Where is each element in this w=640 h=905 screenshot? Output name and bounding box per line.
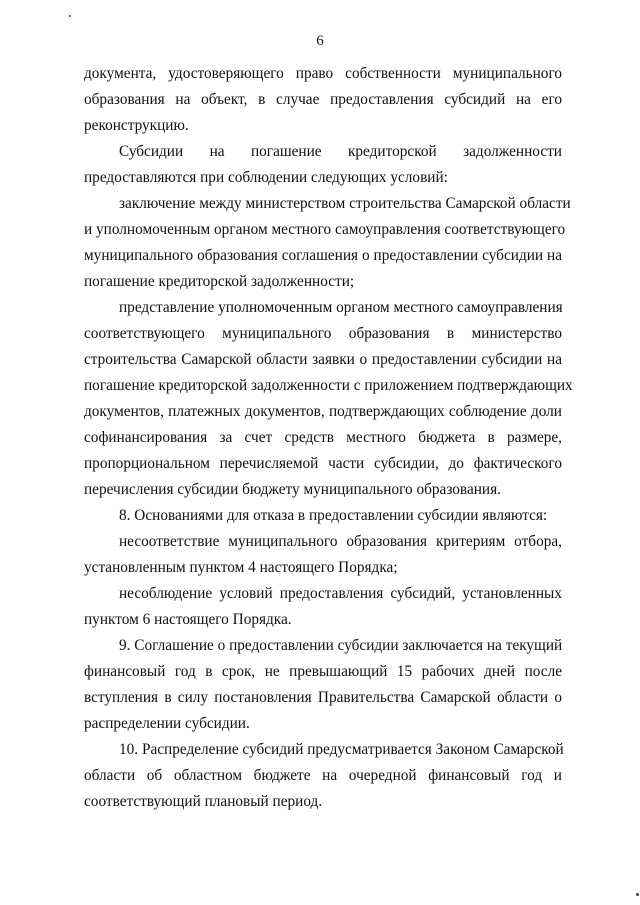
- text-line: соответствующий плановый период.: [84, 793, 323, 810]
- text-line: документов, платежных документов, подтверждающих соблюдение доли: [84, 403, 562, 420]
- text-line: заключение между министерством строительства Самарской области: [119, 195, 571, 212]
- text-line: предоставляются при соблюдении следующих условий:: [84, 169, 448, 186]
- text-line: перечисления субсидии бюджету муниципального образования.: [84, 481, 501, 498]
- scan-speck: [636, 893, 639, 896]
- text-line: муниципального образования соглашения о предоставлении субсидии на: [84, 247, 562, 264]
- text-line: реконструкцию.: [84, 117, 189, 134]
- text-line: пунктом 6 настоящего Порядка.: [84, 611, 292, 628]
- text-line: 9. Соглашение о предоставлении субсидии заключается на текущий: [119, 637, 563, 654]
- text-line: и уполномоченным органом местного самоуправления соответствующего: [84, 221, 566, 238]
- text-line: области об областном бюджете на очередной финансовый год и: [84, 767, 562, 784]
- text-line: финансовый год в срок, не превышающий 15 рабочих дней после: [84, 663, 562, 680]
- text-line: документа, удостоверяющего право собственности муниципального: [84, 65, 562, 82]
- text-line: погашение кредиторской задолженности;: [84, 273, 355, 290]
- text-line: вступления в силу постановления Правительства Самарской области о: [84, 689, 562, 706]
- text-line: образования на объект, в случае предоставления субсидий на его: [84, 91, 562, 108]
- scan-speck: [69, 15, 71, 17]
- text-line: соответствующего муниципального образования в министерство: [84, 325, 562, 342]
- text-line: Субсидии на погашение кредиторской задолженности: [119, 143, 562, 160]
- text-line: несоответствие муниципального образования критериям отбора,: [119, 533, 562, 550]
- page-number: 6: [316, 33, 324, 49]
- text-line: 10. Распределение субсидий предусматривается Законом Самарской: [119, 741, 564, 758]
- text-line: 8. Основаниями для отказа в предоставлении субсидии являются:: [119, 507, 548, 524]
- text-line: софинансирования за счет средств местного бюджета в размере,: [84, 429, 562, 446]
- text-line: представление уполномоченным органом местного самоуправления: [119, 299, 563, 316]
- text-line: пропорциональном перечисляемой части субсидии, до фактического: [84, 455, 562, 472]
- text-line: распределении субсидии.: [84, 715, 250, 732]
- text-line: установленным пунктом 4 настоящего Порядка;: [84, 559, 398, 576]
- text-line: погашение кредиторской задолженности с приложением подтверждающих: [84, 377, 573, 394]
- text-line: строительства Самарской области заявки о предоставлении субсидии на: [84, 351, 562, 368]
- text-line: несоблюдение условий предоставления субсидий, установленных: [119, 585, 562, 602]
